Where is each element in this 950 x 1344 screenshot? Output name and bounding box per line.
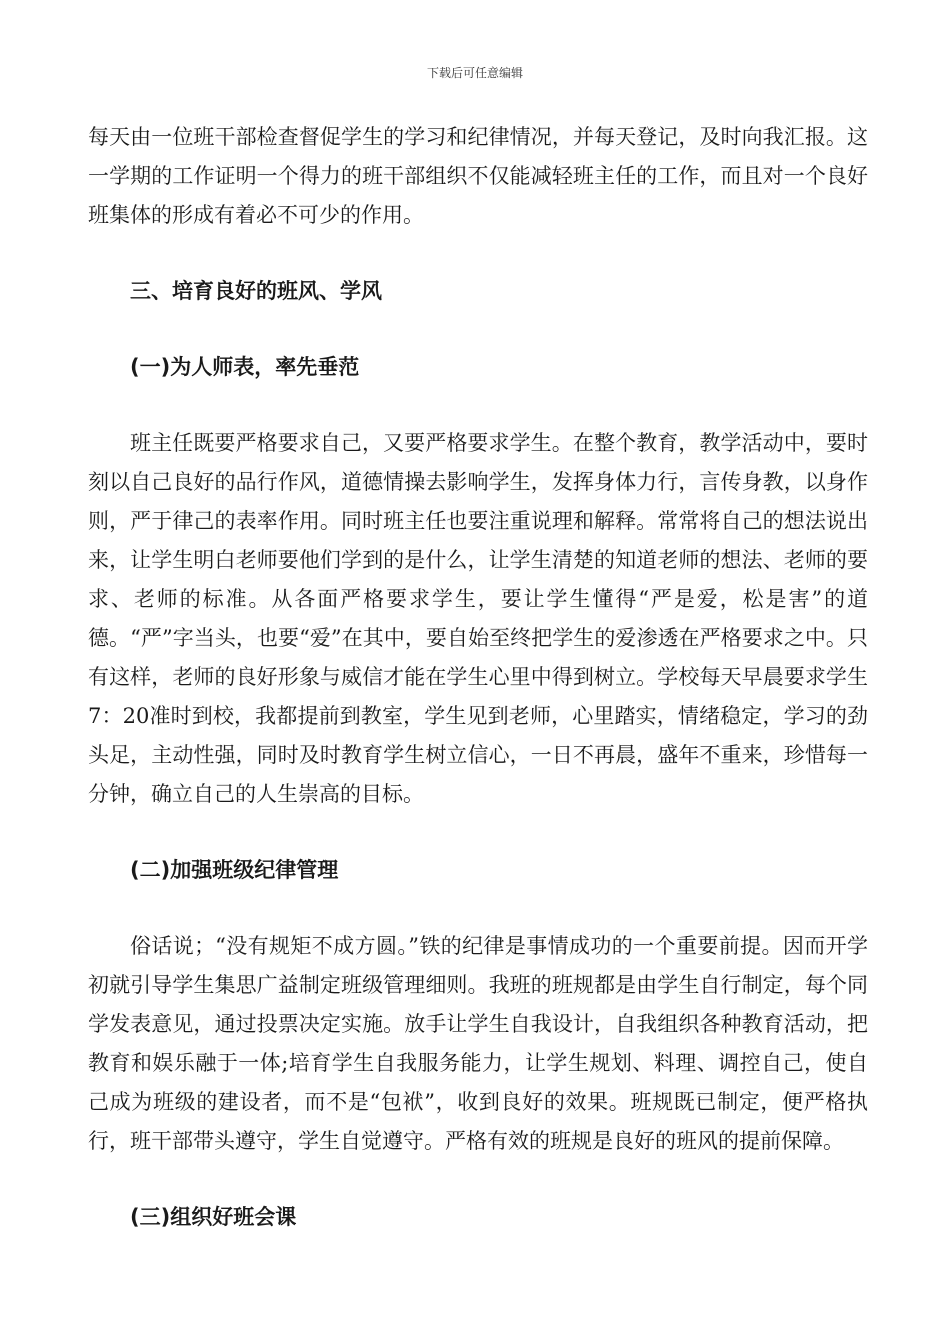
subheading-3: (三)组织好班会课: [130, 1205, 297, 1229]
page-header: 下载后可任意编辑: [426, 66, 523, 80]
paragraph-role-model: 班主任既要严格要求自己，又要严格要求学生。在整个教育，教学活动中，要时刻以自己良好的品行作风，道德情操去影响学生，发挥身体力行，言传身教，以身作则，严于律己的表率作用。同时班主任也要注重说理和解释。常常将自己的想法说出来，让学生明白老师要他们学到的是什么，让学生清楚的知道老师的想法、老师的要求、老师的标准。从各面严格要求学生，要让学生懂得“严是爱，松是害”的道德。“严”字当头，也要“爱”在其中，要自始至终把学生的爱渗透在严格要求之中。只有这样，老师的良好形象与威信才能在学生心里中得到树立。学校每天早晨要求学生7：20准时到校，我都提前到教室，学生见到老师，心里踏实，情绪稳定，学习的劲头足，主动性强，同时及时教育学生树立信心，一日不再晨，盛年不重来，珍惜每一分钟，确立自己的人生崇高的目标。: [88, 431, 868, 806]
paragraph-class-cadre: 每天由一位班干部检查督促学生的学习和纪律情况，并每天登记，及时向我汇报。这一学期的工作证明一个得力的班干部组织不仅能减轻班主任的工作，而且对一个良好班集体的形成有着必不可少的作用。: [88, 125, 868, 227]
subheading-2: (二)加强班级纪律管理: [130, 858, 339, 882]
document-body: [88, 118, 868, 1237]
subheading-1: (一)为人师表，率先垂范: [130, 355, 360, 379]
paragraph-discipline: 俗话说；“没有规矩不成方圆。”铁的纪律是事情成功的一个重要前提。因而开学初就引导学生集思广益制定班级管理细则。我班的班规都是由学生自行制定，每个同学发表意见，通过投票决定实施。放手让学生自我设计，自我组织各种教育活动，把教育和娱乐融于一体;培育学生自我服务能力，让学生规划、料理、调控自己，使自己成为班级的建设者，而不是“包袱”，收到良好的效果。班规既已制定，便严格执行，班干部带头遵守，学生自觉遵守。严格有效的班规是良好的班风的提前保障。: [88, 934, 868, 1153]
section-heading-3: 三、培育良好的班风、学风: [130, 279, 382, 303]
